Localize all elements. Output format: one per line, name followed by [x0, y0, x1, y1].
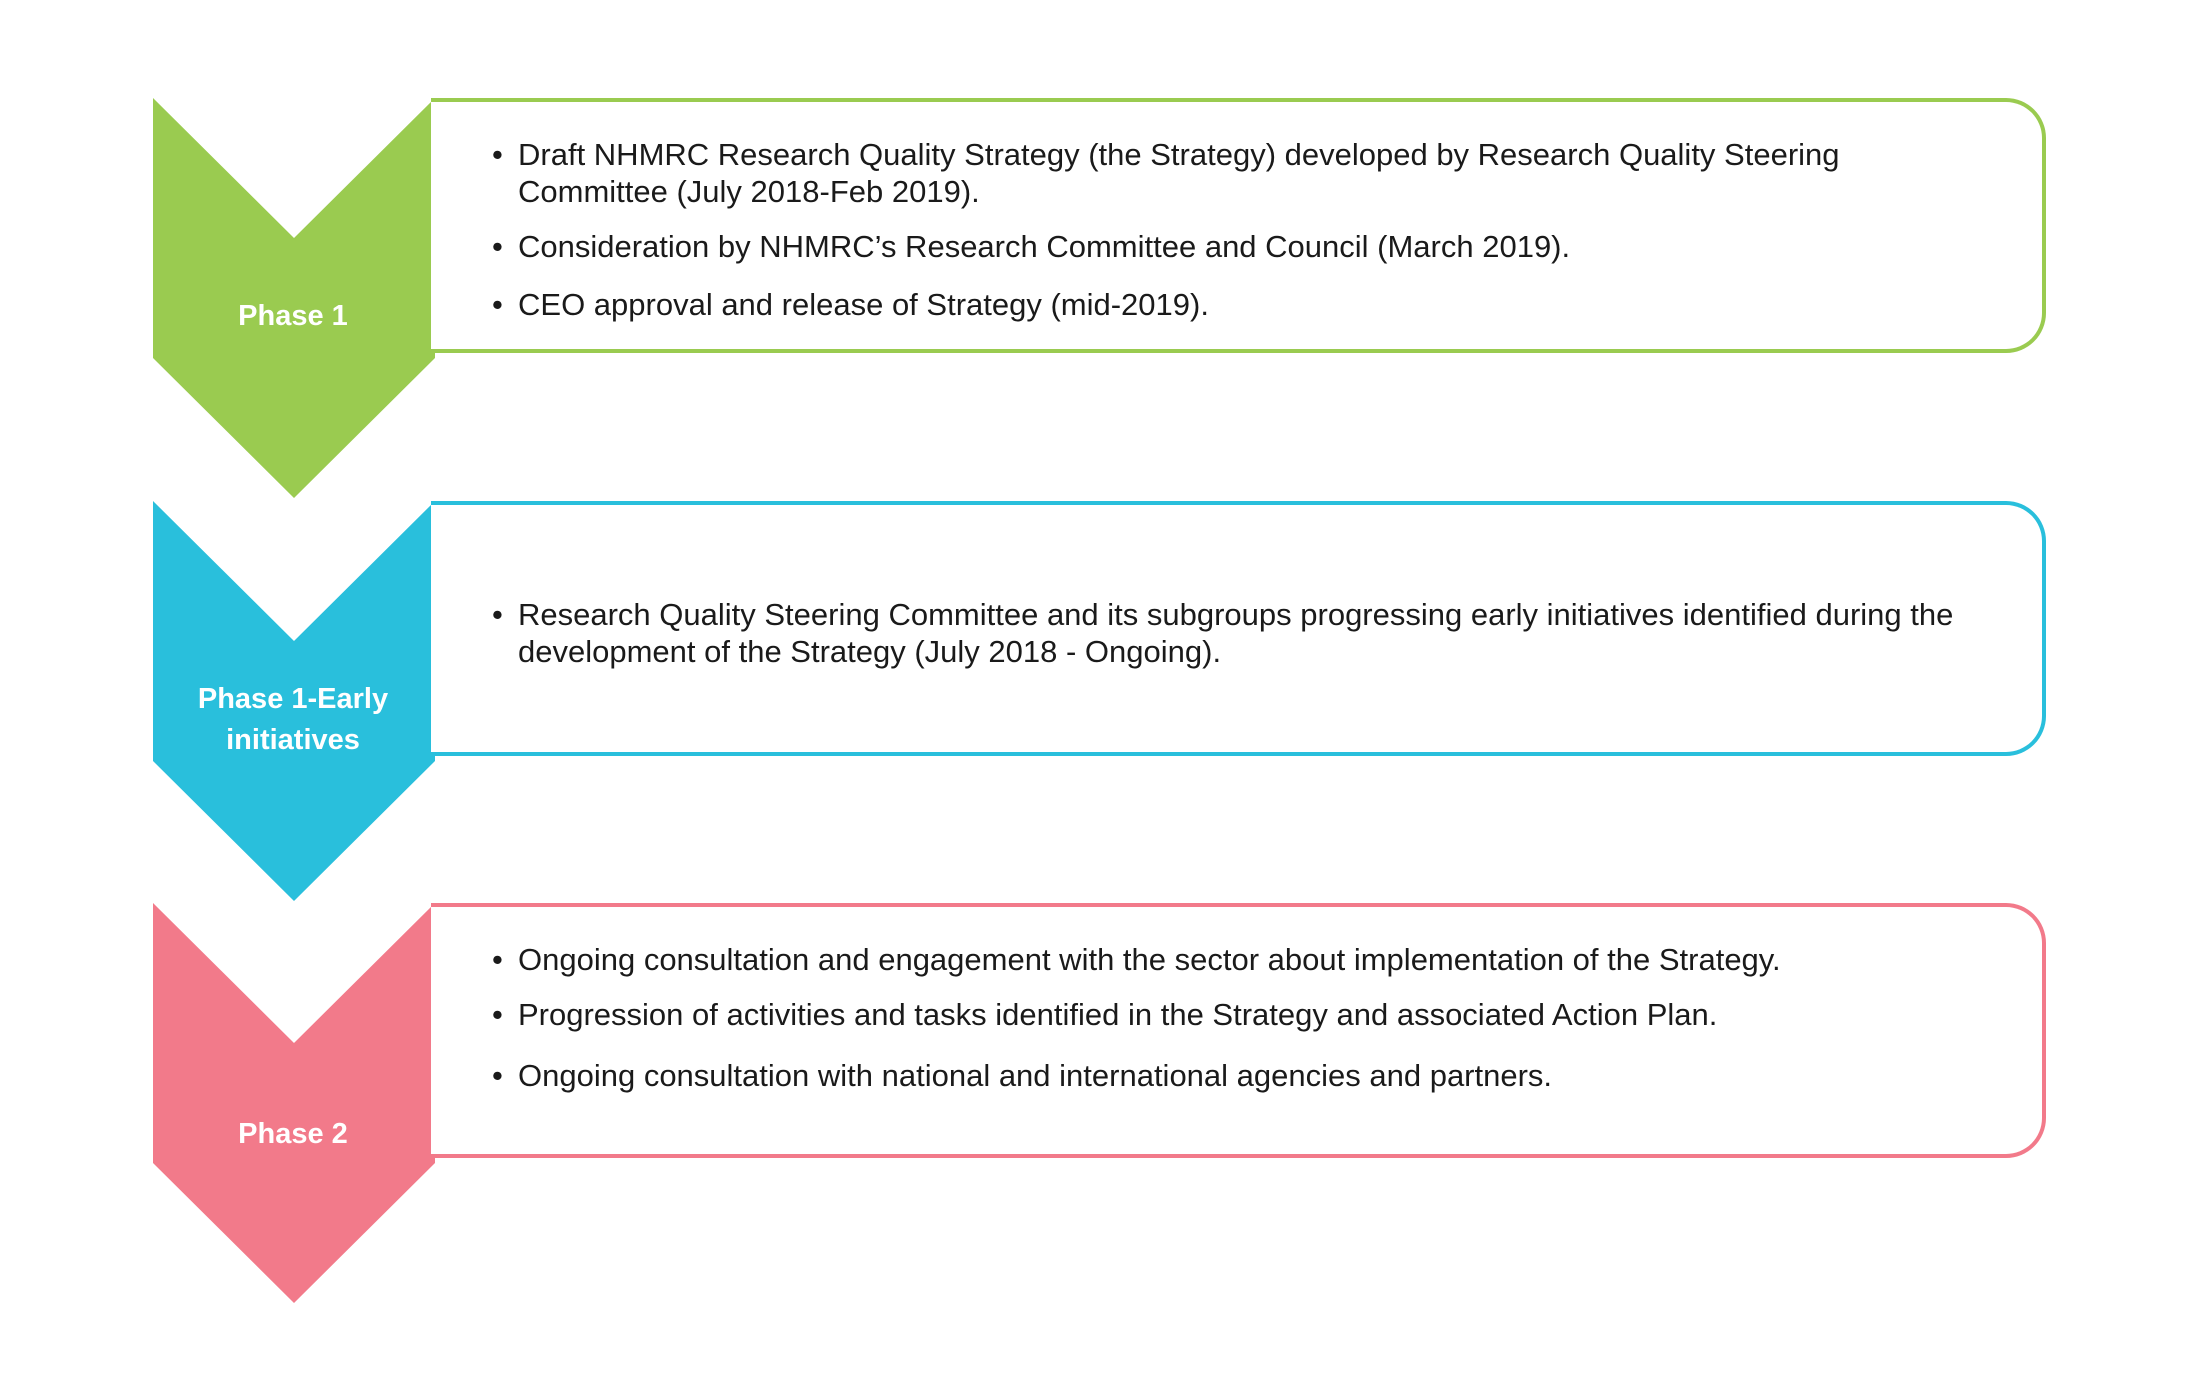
- phase-1-early-bullet-list: [492, 596, 2032, 670]
- bullet-item: [492, 136, 2032, 210]
- phase-1-bullet-list: [492, 136, 2032, 323]
- phase-1-label: Phase 1: [238, 300, 348, 332]
- bullet-text: Consideration by NHMRC’s Research Committee and Council (March 2019).: [518, 229, 1571, 264]
- phase-1-row: [0, 98, 2201, 498]
- bullet-item: [492, 996, 2032, 1033]
- bullet-text: Ongoing consultation with national and international agencies and partners.: [518, 1058, 1553, 1093]
- bullet-item: [492, 596, 2032, 670]
- bullet-dot: •: [492, 137, 503, 172]
- bullet-dot: •: [492, 997, 503, 1032]
- bullet-item: [492, 228, 2032, 265]
- bullet-text: Progression of activities and tasks identified in the Strategy and associated Action Plan.: [518, 997, 1718, 1032]
- bullet-item: [492, 1057, 2032, 1094]
- phase-2-bullet-list: [492, 941, 2032, 1094]
- bullet-text: Research Quality Steering Committee and its subgroups progressing early initiatives identified during the development of the Strategy (July 2018 - Ongoing).: [518, 597, 1954, 669]
- bullet-dot: •: [492, 597, 503, 632]
- bullet-item: [492, 941, 2032, 978]
- bullet-dot: •: [492, 1058, 503, 1093]
- phase-2-chevron: [153, 903, 435, 1303]
- bullet-text: Ongoing consultation and engagement with the sector about implementation of the Strategy.: [518, 942, 1781, 977]
- bullet-dot: •: [492, 942, 503, 977]
- phase-2-chevron-shape: [153, 903, 435, 1303]
- bullet-item: [492, 286, 2032, 323]
- bullet-text: Draft NHMRC Research Quality Strategy (the Strategy) developed by Research Quality Steering Committee (July 2018-Feb 2019).: [518, 137, 1840, 209]
- bullet-dot: •: [492, 287, 503, 322]
- phase-2-label: Phase 2: [238, 1118, 348, 1150]
- phase-1-early-label: Phase 1-Early initiatives: [197, 683, 389, 756]
- bullet-text: CEO approval and release of Strategy (mid-2019).: [518, 287, 1209, 322]
- bullet-dot: •: [492, 229, 503, 264]
- phase-1-early-row: [0, 501, 2201, 901]
- phase-2-row: [0, 903, 2201, 1303]
